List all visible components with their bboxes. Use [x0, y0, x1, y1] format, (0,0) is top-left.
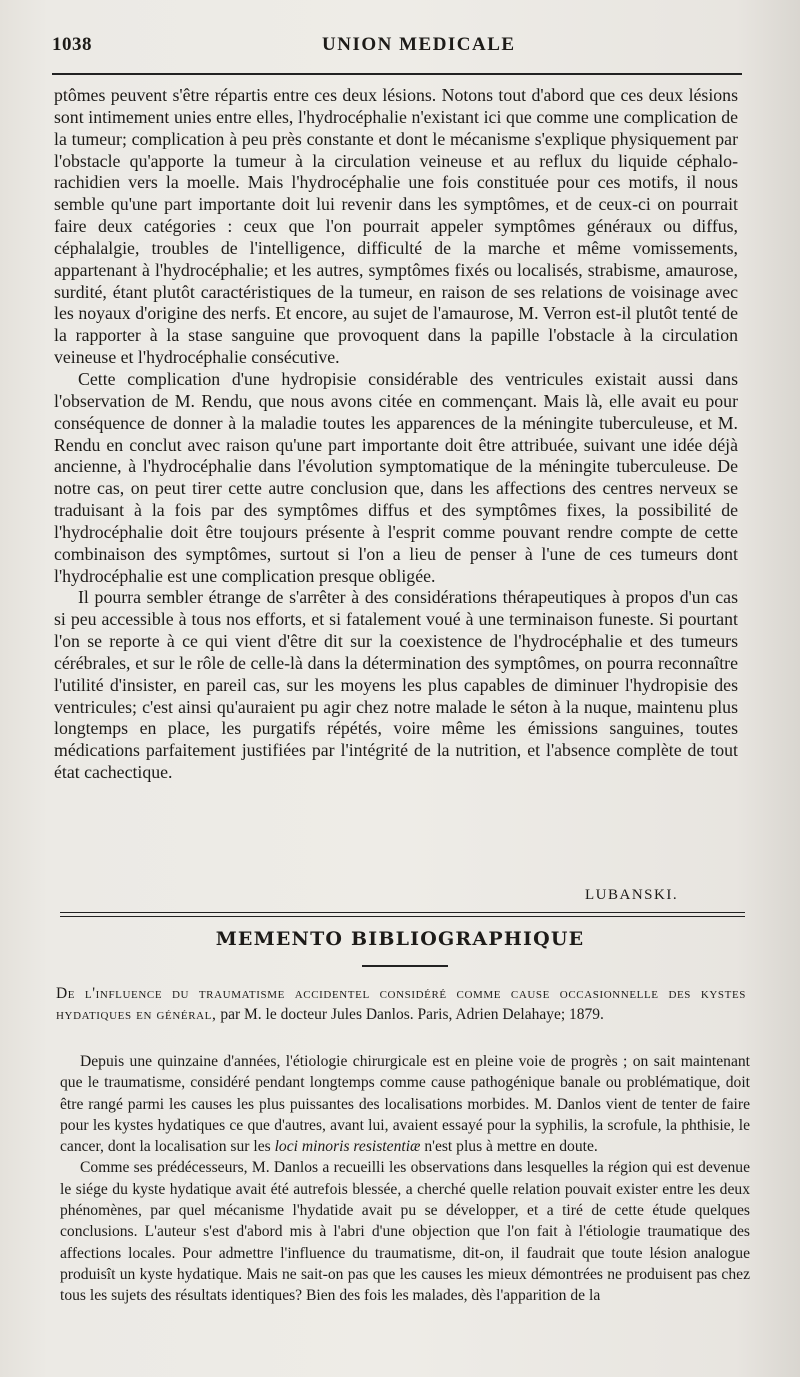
review-body	[60, 1051, 750, 1307]
running-head	[52, 34, 742, 60]
review-paragraph-end: n'est plus à mettre en doute.	[420, 1138, 598, 1156]
article-body	[54, 85, 738, 784]
page-number: 1038	[52, 34, 92, 55]
bibliography-entry	[56, 983, 746, 1025]
review-paragraph-start: Depuis une quinzaine d'années, l'étiologie chirurgicale est en pleine voie de progrès ; on sait maintenant que le traumatisme, considéré pendant longtemps comme cause pathogénique banale ou problématique, doit être rangé parmi les causes les plus puissantes des localisations morbides. M. Danlos vient de tenter de faire pour les kystes hydatiques ce que d'autres, avant lui, avaient essayé pour la syphilis, la scrofule, la phthisie, le cancer, dont la localisation sur les	[60, 1053, 750, 1156]
article-paragraph: ptômes peuvent s'être répartis entre ces deux lésions. Notons tout d'abord que ces deux lésions sont intimement unies entre elles, l'hydrocéphalie n'existant ici que comme une complication de la tumeur; complication à peu près constante et dont le mécanisme s'explique physiquement par l'obstacle qu'apporte la tumeur à la circulation veineuse et au reflux du liquide céphalo-rachidien vers la moelle. Mais l'hydrocéphalie une fois constituée pour ces motifs, il nous semble qu'une part importante doit lui revenir dans les symptômes, et de ceux-ci on pourrait faire deux catégories : ceux que l'on pourrait appeler symptômes généraux ou diffus, céphalalgie, troubles de l'intelligence, difficulté de la marche et même vomissements, appartenant à l'hydrocéphalie; et les autres, symptômes fixés ou localisés, strabisme, amaurose, surdité, étant plutôt caractéristiques de la tumeur, en raison de ses relations de voisinage avec les noyaux d'origine des nerfs. Et encore, au sujet de l'amaurose, M. Verron est-il plutôt tenté de la rapporter à la stase sanguine que provoquent dans la papille l'obstacle à la circulation veineuse et l'hydrocéphalie consécutive.	[54, 85, 738, 368]
article-paragraph: Il pourra sembler étrange de s'arrêter à des considérations thérapeutiques à propos d'un cas si peu accessible à tous nos efforts, et si fatalement voué à une terminaison funeste. Si pourtant l'on se reporte à ce qui vient d'être dit sur la coexistence de l'hydrocéphalie et des tumeurs cérébrales, et sur le rôle de celle-là dans la détermination des symptômes, on pourra reconnaître l'utilité d'insister, en pareil cas, sur les moyens les plus capables de diminuer l'hydropisie des ventricules; c'est ainsi qu'auraient pu agir chez notre malade le séton à la nuque, maintenu plus longtemps en place, les purgatifs répétés, voire même les émissions sanguines, toutes médications parfaitement justifiées par l'intégrité de la nutrition, et l'absence complète de tout état cachectique.	[54, 587, 738, 783]
review-paragraph	[60, 1051, 750, 1157]
section-divider-bottom	[60, 916, 745, 917]
review-paragraph: Comme ses prédécesseurs, M. Danlos a recueilli les observations dans lesquelles la région qui est devenue le siége du kyste hydatique avait été autrefois blessée, a cherché quelle relation pouvait exister entre les deux phénomènes, par quel mécanisme l'hydatide avait pu se développer, et a tiré de cette étude quelques conclusions. L'auteur s'est d'abord mis à l'abri d'une objection que l'on fait à l'étiologie traumatique des affections locales. Pour admettre l'influence du traumatisme, dit-on, il faudrait que toute lésion analogue produisît un kyste hydatique. Mais ne sait-on pas que les causes les mieux démontrées ne produisent pas chez tous les sujets des résultats identiques? Bien des fois les malades, dès l'apparition de la	[60, 1159, 750, 1305]
header-rule	[52, 73, 742, 75]
bibliography-entry-details: par M. le docteur Jules Danlos. Paris, Adrien Delahaye; 1879.	[216, 1006, 604, 1023]
article-paragraph: Cette complication d'une hydropisie considérable des ventricules existait aussi dans l'observation de M. Rendu, que nous avons citée en commençant. Mais là, elle avait eu pour conséquence de donner à la maladie toutes les apparences de la méningite tuberculeuse, et M. Rendu en conclut avec raison qu'une part importante doit être attribuée, suivant une idée déjà ancienne, à l'hydrocéphalie dans l'évolution symptomatique de la méningite tuberculeuse. De notre cas, on peut tirer cette autre conclusion que, dans les affections des centres nerveux se traduisant à la fois par des symptômes diffus et des symptômes fixes, la possibilité de l'hydrocéphalie doit être toujours présente à l'esprit comme pouvant rendre compte de cette combinaison des symptômes, surtout si l'on a lieu de penser à l'une de ces tumeurs dont l'hydrocéphalie est une complication presque obligée.	[54, 368, 738, 586]
journal-title: UNION MEDICALE	[322, 34, 516, 55]
author-signature: LUBANSKI.	[585, 887, 679, 903]
review-latin-phrase: loci minoris resistentiæ	[274, 1138, 421, 1156]
section-title: MEMENTO BIBLIOGRAPHIQUE	[215, 928, 585, 950]
title-rule	[362, 965, 448, 967]
bibliography-entry-title: De l'influence du traumatisme accidentel considéré comme cause occasionnelle des kystes hydatiques en général,	[56, 985, 746, 1023]
section-divider-top	[60, 912, 745, 913]
